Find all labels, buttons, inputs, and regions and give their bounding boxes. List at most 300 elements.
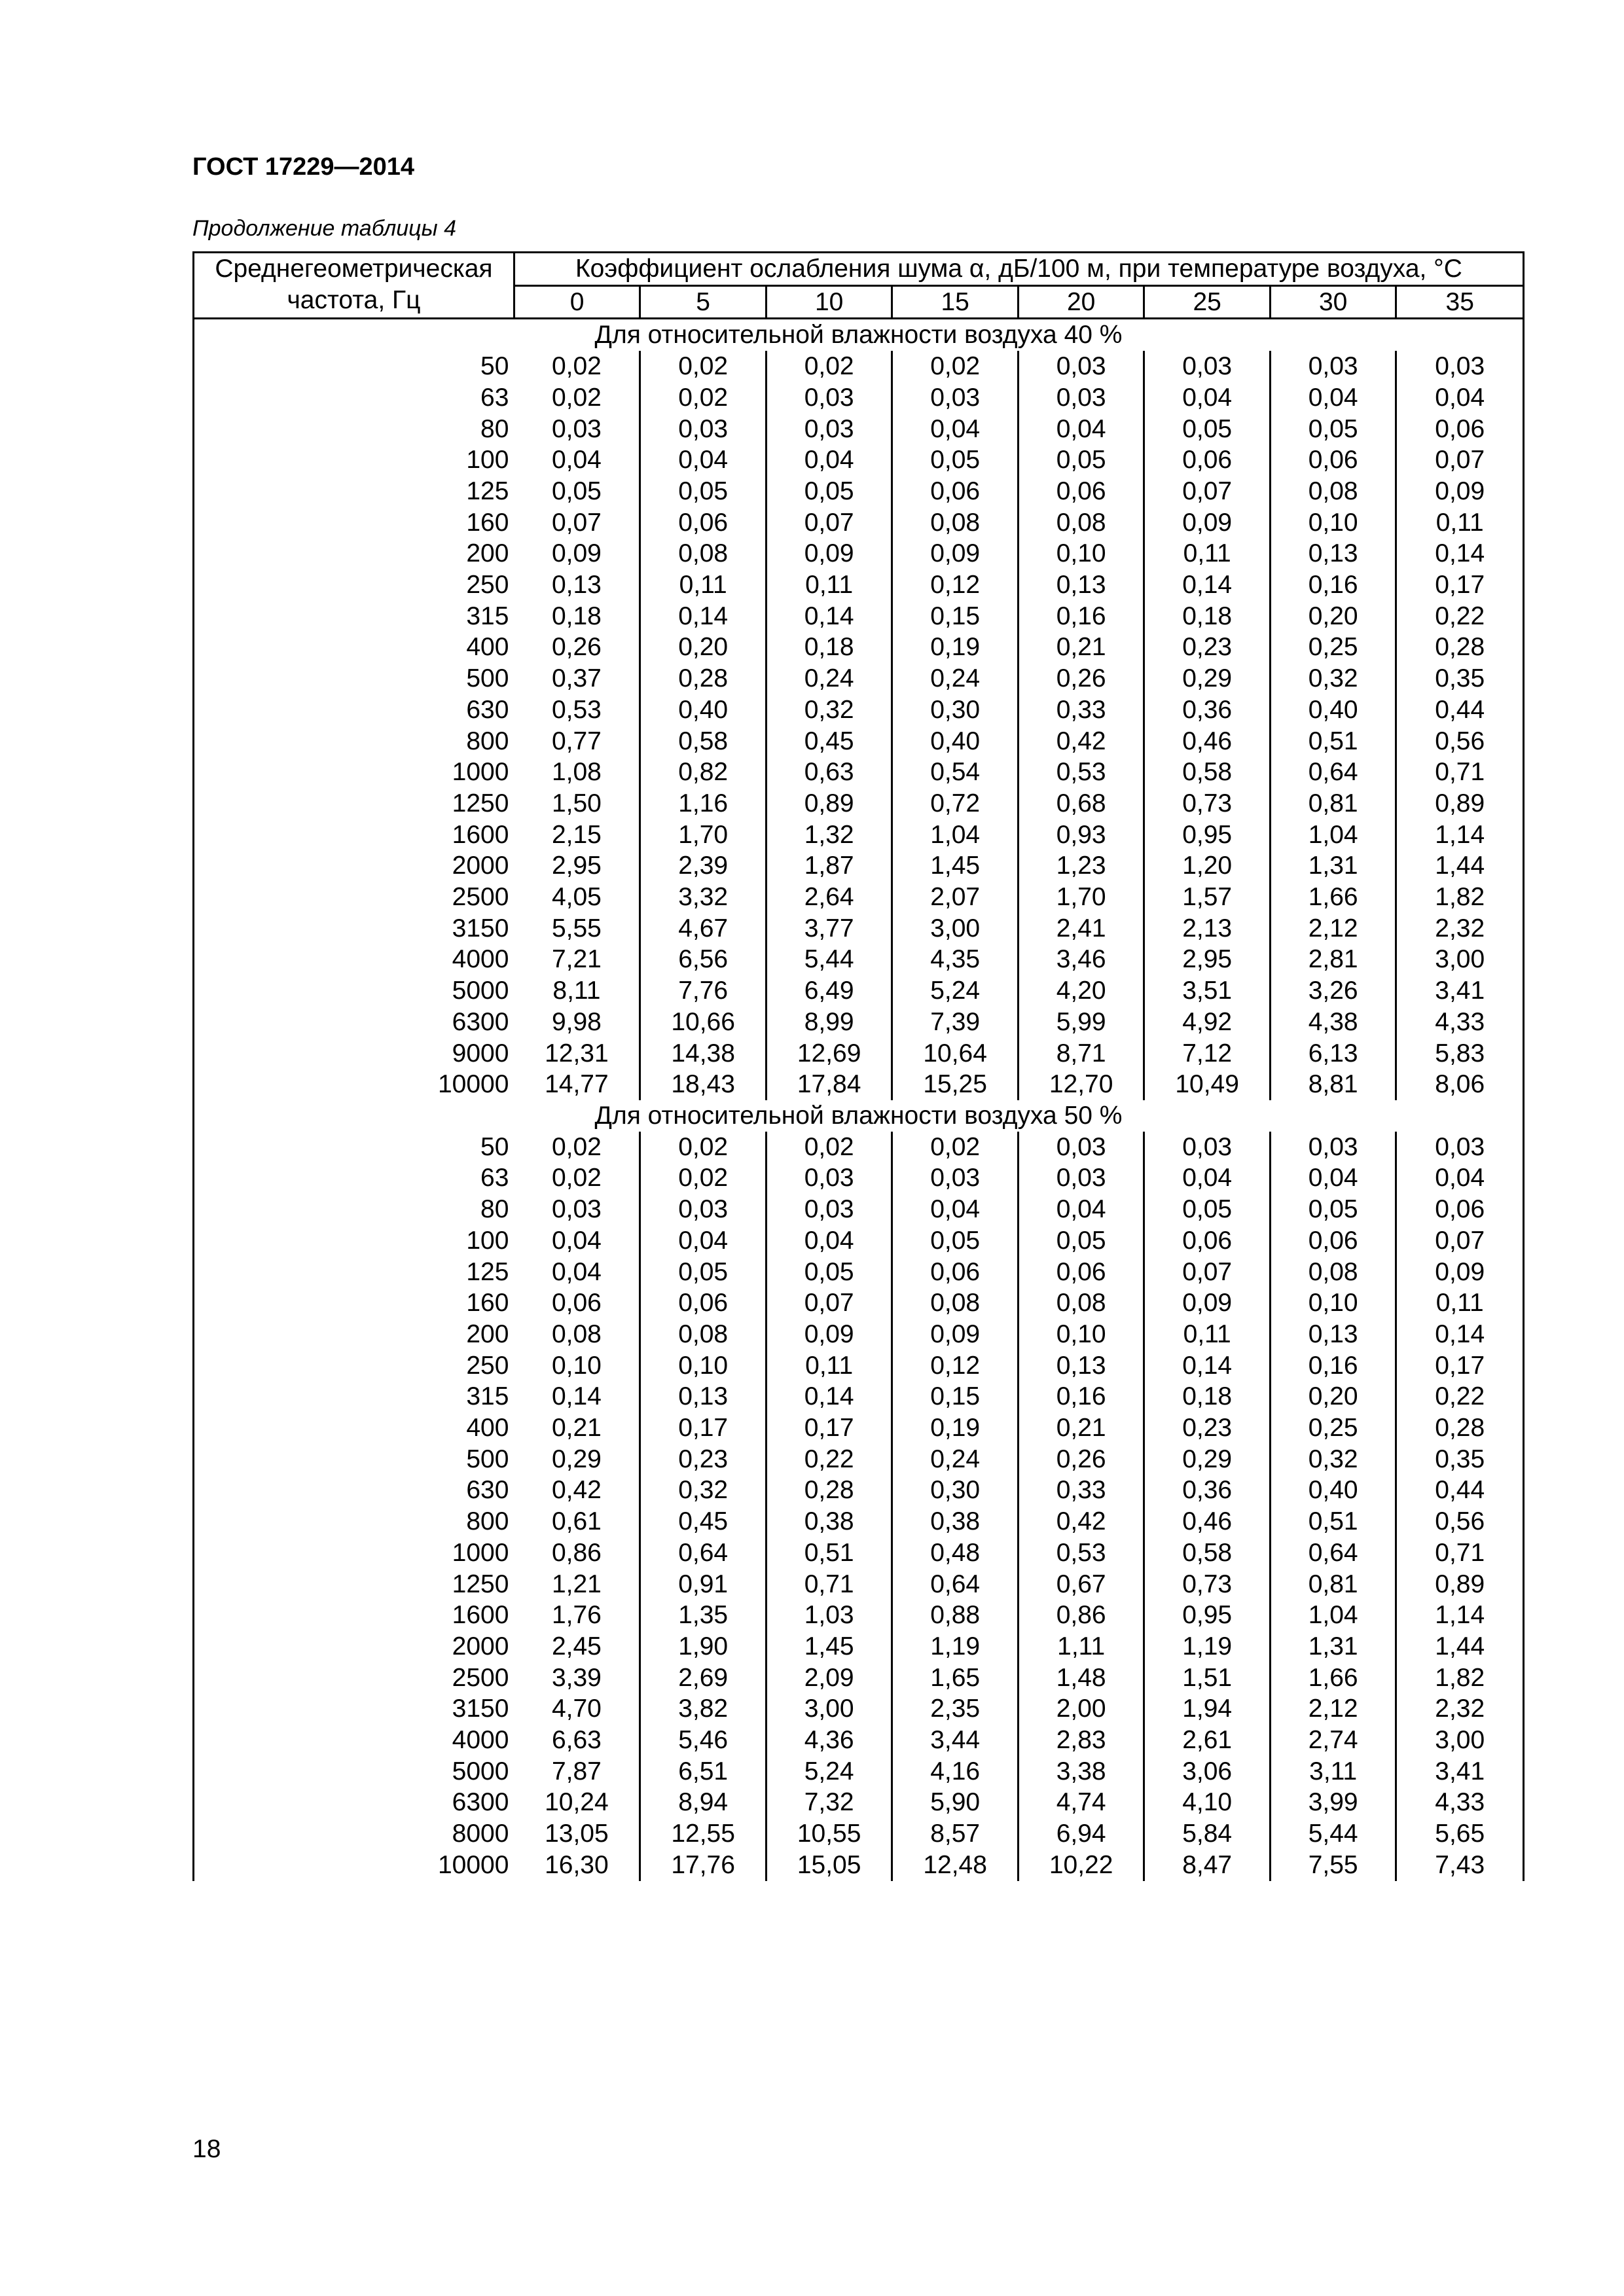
temperature-header-cell: 30 [1270, 285, 1396, 319]
frequency-cell: 315 [194, 1381, 514, 1412]
coefficient-cell: 7,32 [766, 1787, 892, 1818]
coefficient-cell: 0,33 [1018, 694, 1144, 726]
coefficient-cell: 8,47 [1144, 1850, 1271, 1881]
coefficient-cell: 0,09 [766, 538, 892, 569]
table-row [194, 1038, 1524, 1069]
coefficient-cell: 1,31 [1270, 1631, 1396, 1662]
frequency-cell: 200 [194, 538, 514, 569]
coefficient-cell: 0,02 [551, 1132, 602, 1161]
coefficient-cell: 10,22 [1018, 1850, 1144, 1881]
coefficient-cell: 0,05 [892, 444, 1019, 476]
coefficient-cell: 17,84 [766, 1069, 892, 1100]
coefficient-cell: 0,23 [1144, 1412, 1271, 1444]
coefficient-cell: 5,24 [892, 975, 1019, 1007]
table-row [194, 1194, 1524, 1225]
frequency-cell: 100 [194, 1225, 514, 1257]
coefficient-column-header: Коэффициент ослабления шума α, дБ/100 м, при температуре воздуха, °С [514, 253, 1523, 286]
coefficient-cell: 0,18 [1144, 1381, 1271, 1412]
coefficient-cell: 0,42 [1018, 1506, 1144, 1537]
coefficient-cell: 0,36 [1144, 1475, 1271, 1506]
table-row [194, 1787, 1524, 1818]
table-row [194, 819, 1524, 851]
coefficient-cell: 12,69 [766, 1038, 892, 1069]
coefficient-cell: 0,33 [1018, 1475, 1144, 1506]
frequency-cell: 50 [194, 1132, 514, 1163]
table-row [194, 1225, 1524, 1257]
section-title: Для относительной влажности воздуха 50 % [194, 1100, 1524, 1132]
coefficient-cell: 0,20 [1270, 1381, 1396, 1412]
coefficient-cell: 0,71 [1396, 757, 1524, 788]
coefficient-cell: 0,07 [1396, 444, 1524, 476]
coefficient-cell: 0,02 [551, 383, 602, 412]
coefficient-cell: 3,41 [1396, 975, 1524, 1007]
coefficient-cell: 0,86 [551, 1538, 602, 1567]
frequency-cell: 6300 [194, 1787, 514, 1818]
frequency-cell: 160 [194, 1287, 514, 1319]
coefficient-cell: 0,07 [551, 508, 602, 537]
temperature-header-cell: 0 [514, 285, 640, 319]
coefficient-cell: 0,28 [1396, 1412, 1524, 1444]
coefficient-cell: 0,81 [1270, 788, 1396, 819]
table-row [194, 975, 1524, 1007]
coefficient-cell: 1,11 [1018, 1631, 1144, 1662]
coefficient-cell: 0,58 [640, 726, 767, 757]
table-row [194, 1850, 1524, 1881]
coefficient-cell: 0,29 [1144, 1444, 1271, 1475]
table-row [194, 414, 1524, 445]
frequency-cell: 630 [194, 694, 514, 726]
frequency-cell: 1000 [194, 1537, 514, 1569]
frequency-cell: 80 [194, 1194, 514, 1225]
coefficient-cell: 3,00 [1396, 1725, 1524, 1756]
coefficient-cell: 0,13 [1018, 569, 1144, 601]
coefficient-cell: 1,32 [766, 819, 892, 851]
table-row [194, 601, 1524, 632]
coefficient-cell: 4,36 [766, 1725, 892, 1756]
table-row [194, 1693, 1524, 1725]
coefficient-cell: 0,44 [1396, 694, 1524, 726]
coefficient-cell: 0,10 [640, 1350, 767, 1382]
coefficient-cell: 5,83 [1396, 1038, 1524, 1069]
coefficient-cell: 0,03 [1396, 351, 1524, 382]
coefficient-cell: 1,04 [1270, 1600, 1396, 1631]
coefficient-cell: 5,90 [892, 1787, 1019, 1818]
coefficient-cell: 4,33 [1396, 1007, 1524, 1038]
coefficient-cell: 0,25 [1270, 1412, 1396, 1444]
frequency-cell: 315 [194, 601, 514, 632]
coefficient-cell: 0,63 [766, 757, 892, 788]
coefficient-cell: 0,29 [551, 1444, 602, 1473]
coefficient-cell: 0,05 [766, 476, 892, 507]
coefficient-cell: 3,26 [1270, 975, 1396, 1007]
coefficient-cell: 2,12 [1270, 1693, 1396, 1725]
coefficient-cell: 0,42 [551, 1476, 602, 1505]
coefficient-cell: 0,16 [1270, 569, 1396, 601]
coefficient-cell: 0,03 [1018, 382, 1144, 414]
coefficient-cell: 3,32 [640, 882, 767, 913]
section-title-row [194, 319, 1524, 351]
coefficient-cell: 3,11 [1270, 1756, 1396, 1787]
coefficient-cell: 4,35 [892, 944, 1019, 975]
coefficient-cell: 0,91 [640, 1569, 767, 1600]
coefficient-cell: 0,14 [1396, 538, 1524, 569]
coefficient-cell: 0,10 [551, 1351, 602, 1380]
coefficient-cell: 6,51 [640, 1756, 767, 1787]
coefficient-cell: 4,74 [1018, 1787, 1144, 1818]
coefficient-cell: 10,64 [892, 1038, 1019, 1069]
coefficient-cell: 0,03 [640, 414, 767, 445]
coefficient-cell: 0,17 [1396, 1350, 1524, 1382]
coefficient-cell: 1,45 [892, 850, 1019, 882]
coefficient-cell: 10,49 [1144, 1069, 1271, 1100]
coefficient-cell: 0,02 [640, 1132, 767, 1163]
section-title-row [194, 1100, 1524, 1132]
coefficient-cell: 5,99 [1018, 1007, 1144, 1038]
coefficient-cell: 0,06 [640, 1287, 767, 1319]
coefficient-cell: 0,22 [766, 1444, 892, 1475]
coefficient-cell: 0,10 [1018, 1319, 1144, 1350]
coefficient-cell: 6,49 [766, 975, 892, 1007]
temperature-header-cell: 10 [766, 285, 892, 319]
coefficient-cell: 0,04 [1270, 1162, 1396, 1194]
coefficient-cell: 0,11 [1144, 1319, 1271, 1350]
frequency-column-header: Среднегеометрическая частота, Гц [194, 253, 514, 319]
coefficient-cell: 2,95 [1144, 944, 1271, 975]
coefficient-cell: 0,06 [1270, 444, 1396, 476]
temperature-header-cell: 35 [1396, 285, 1524, 319]
coefficient-cell: 0,03 [1144, 351, 1271, 382]
coefficient-cell: 1,14 [1396, 819, 1524, 851]
coefficient-cell: 0,21 [551, 1414, 602, 1443]
coefficient-cell: 0,56 [1396, 726, 1524, 757]
coefficient-cell: 1,82 [1396, 1662, 1524, 1694]
coefficient-cell: 0,71 [766, 1569, 892, 1600]
coefficient-cell: 2,12 [1270, 913, 1396, 944]
coefficient-cell: 0,02 [551, 352, 602, 381]
coefficient-cell: 0,05 [1018, 444, 1144, 476]
table-row [194, 1600, 1524, 1631]
table-row [194, 1756, 1524, 1787]
coefficient-cell: 0,93 [1018, 819, 1144, 851]
coefficient-cell: 0,04 [892, 1194, 1019, 1225]
coefficient-cell: 0,03 [766, 414, 892, 445]
coefficient-cell: 8,81 [1270, 1069, 1396, 1100]
coefficient-cell: 12,48 [892, 1850, 1019, 1881]
coefficient-cell: 15,25 [892, 1069, 1019, 1100]
coefficient-cell: 3,51 [1144, 975, 1271, 1007]
coefficient-cell: 0,42 [1018, 726, 1144, 757]
coefficient-cell: 0,48 [892, 1537, 1019, 1569]
coefficient-cell: 0,71 [1396, 1537, 1524, 1569]
coefficient-cell: 0,45 [766, 726, 892, 757]
coefficient-cell: 0,32 [1270, 1444, 1396, 1475]
coefficient-cell: 0,24 [766, 663, 892, 694]
coefficient-cell: 0,04 [766, 444, 892, 476]
coefficient-cell: 0,08 [1018, 507, 1144, 539]
coefficient-cell: 3,00 [1396, 944, 1524, 975]
coefficient-cell: 0,03 [766, 382, 892, 414]
coefficient-cell: 1,82 [1396, 882, 1524, 913]
coefficient-cell: 0,20 [1270, 601, 1396, 632]
coefficient-cell: 0,46 [1144, 1506, 1271, 1537]
coefficient-cell: 7,76 [640, 975, 767, 1007]
coefficient-cell: 0,04 [766, 1225, 892, 1257]
coefficient-cell: 15,05 [766, 1850, 892, 1881]
coefficient-cell: 0,09 [1396, 476, 1524, 507]
table-row [194, 351, 1524, 382]
coefficient-cell: 0,04 [551, 446, 602, 475]
coefficient-cell: 2,32 [1396, 913, 1524, 944]
coefficient-cell: 2,41 [1018, 913, 1144, 944]
coefficient-cell: 0,02 [551, 1164, 602, 1193]
coefficient-cell: 1,44 [1396, 1631, 1524, 1662]
coefficient-cell: 0,11 [1396, 507, 1524, 539]
coefficient-cell: 0,10 [1018, 538, 1144, 569]
frequency-cell: 100 [194, 444, 514, 476]
coefficient-cell: 2,07 [892, 882, 1019, 913]
coefficient-cell: 0,67 [1018, 1569, 1144, 1600]
coefficient-cell: 2,09 [766, 1662, 892, 1694]
coefficient-cell: 1,19 [892, 1631, 1019, 1662]
table-row [194, 1069, 1524, 1100]
coefficient-cell: 3,41 [1396, 1756, 1524, 1787]
coefficient-cell: 1,57 [1144, 882, 1271, 913]
frequency-cell: 2000 [194, 850, 514, 882]
coefficient-cell: 3,44 [892, 1725, 1019, 1756]
table-row [194, 913, 1524, 944]
coefficient-cell: 2,15 [551, 820, 602, 849]
coefficient-cell: 0,11 [640, 569, 767, 601]
coefficient-cell: 8,94 [640, 1787, 767, 1818]
coefficient-cell: 0,17 [766, 1412, 892, 1444]
coefficient-cell: 2,74 [1270, 1725, 1396, 1756]
table-row [194, 1132, 1524, 1163]
coefficient-cell: 0,03 [551, 1195, 602, 1224]
coefficient-cell: 2,00 [1018, 1693, 1144, 1725]
coefficient-cell: 10,24 [545, 1788, 609, 1817]
coefficient-cell: 0,09 [766, 1319, 892, 1350]
coefficient-cell: 0,35 [1396, 663, 1524, 694]
coefficient-cell: 0,03 [1396, 1132, 1524, 1163]
coefficient-cell: 0,08 [1270, 476, 1396, 507]
table-row [194, 1287, 1524, 1319]
coefficient-cell: 0,03 [1018, 1132, 1144, 1163]
page-number: 18 [192, 2135, 221, 2163]
coefficient-cell: 0,89 [1396, 788, 1524, 819]
table-row [194, 1007, 1524, 1038]
coefficient-cell: 5,24 [766, 1756, 892, 1787]
coefficient-cell: 0,13 [1018, 1350, 1144, 1382]
coefficient-cell: 0,03 [766, 1194, 892, 1225]
coefficient-cell: 0,46 [1144, 726, 1271, 757]
coefficient-cell: 0,38 [892, 1506, 1019, 1537]
coefficient-cell: 1,87 [766, 850, 892, 882]
table-caption: Продолжение таблицы 4 [192, 216, 456, 241]
coefficient-cell: 0,14 [551, 1382, 602, 1411]
coefficient-cell: 0,06 [892, 1257, 1019, 1288]
coefficient-cell: 0,88 [892, 1600, 1019, 1631]
coefficient-cell: 12,31 [545, 1039, 609, 1067]
coefficient-cell: 0,58 [1144, 757, 1271, 788]
coefficient-cell: 3,99 [1270, 1787, 1396, 1818]
frequency-cell: 6300 [194, 1007, 514, 1038]
coefficient-cell: 0,19 [892, 1412, 1019, 1444]
coefficient-cell: 0,05 [1270, 1194, 1396, 1225]
coefficient-cell: 0,36 [1144, 694, 1271, 726]
frequency-cell: 50 [194, 351, 514, 382]
coefficient-cell: 2,39 [640, 850, 767, 882]
coefficient-cell: 0,03 [1018, 1162, 1144, 1194]
frequency-cell: 9000 [194, 1038, 514, 1069]
table-row [194, 1631, 1524, 1662]
coefficient-cell: 0,24 [892, 663, 1019, 694]
coefficient-cell: 0,54 [892, 757, 1019, 788]
coefficient-cell: 1,35 [640, 1600, 767, 1631]
frequency-cell: 1250 [194, 1569, 514, 1600]
coefficient-cell: 12,55 [640, 1818, 767, 1850]
coefficient-cell: 0,03 [1144, 1132, 1271, 1163]
coefficient-cell: 0,09 [1144, 1287, 1271, 1319]
coefficient-cell: 0,07 [766, 507, 892, 539]
coefficient-cell: 3,39 [551, 1663, 602, 1692]
coefficient-cell: 0,64 [1270, 1537, 1396, 1569]
coefficient-cell: 0,05 [1270, 414, 1396, 445]
coefficient-cell: 0,07 [1144, 476, 1271, 507]
coefficient-cell: 3,06 [1144, 1756, 1271, 1787]
coefficient-cell: 0,18 [766, 632, 892, 663]
coefficient-cell: 0,07 [1144, 1257, 1271, 1288]
coefficient-cell: 0,04 [892, 414, 1019, 445]
coefficient-cell: 3,38 [1018, 1756, 1144, 1787]
coefficient-cell: 0,16 [1270, 1350, 1396, 1382]
coefficient-cell: 8,11 [552, 977, 601, 1005]
table-row [194, 1381, 1524, 1412]
coefficient-cell: 7,12 [1144, 1038, 1271, 1069]
coefficient-cell: 0,02 [766, 1132, 892, 1163]
coefficient-cell: 0,04 [640, 444, 767, 476]
coefficient-cell: 0,77 [551, 726, 602, 755]
coefficient-cell: 0,20 [640, 632, 767, 663]
coefficient-cell: 0,06 [1144, 1225, 1271, 1257]
coefficient-cell: 6,56 [640, 944, 767, 975]
coefficient-cell: 1,45 [766, 1631, 892, 1662]
coefficient-cell: 0,02 [640, 351, 767, 382]
coefficient-cell: 0,05 [640, 476, 767, 507]
coefficient-cell: 0,15 [892, 601, 1019, 632]
coefficient-cell: 1,76 [551, 1601, 602, 1630]
coefficient-cell: 0,10 [1270, 1287, 1396, 1319]
coefficient-cell: 0,25 [1270, 632, 1396, 663]
coefficient-cell: 0,23 [1144, 632, 1271, 663]
frequency-cell: 800 [194, 1506, 514, 1537]
frequency-cell: 1600 [194, 819, 514, 851]
coefficient-cell: 18,43 [640, 1069, 767, 1100]
coefficient-cell: 0,03 [892, 1162, 1019, 1194]
coefficient-cell: 0,21 [1018, 632, 1144, 663]
coefficient-cell: 0,28 [766, 1475, 892, 1506]
coefficient-cell: 2,95 [551, 852, 602, 880]
table-row [194, 694, 1524, 726]
coefficient-cell: 1,04 [892, 819, 1019, 851]
frequency-cell: 4000 [194, 1725, 514, 1756]
coefficient-cell: 1,51 [1144, 1662, 1271, 1694]
coefficient-cell: 5,65 [1396, 1818, 1524, 1850]
coefficient-cell: 0,14 [766, 601, 892, 632]
coefficient-cell: 0,03 [1270, 351, 1396, 382]
coefficient-cell: 0,09 [551, 539, 602, 568]
coefficient-cell: 0,05 [1018, 1225, 1144, 1257]
frequency-cell: 2500 [194, 882, 514, 913]
coefficient-cell: 0,13 [1270, 1319, 1396, 1350]
frequency-cell: 400 [194, 632, 514, 663]
coefficient-cell: 0,10 [1270, 507, 1396, 539]
coefficient-cell: 0,14 [1144, 1350, 1271, 1382]
frequency-cell: 2500 [194, 1662, 514, 1694]
coefficient-cell: 0,64 [892, 1569, 1019, 1600]
coefficient-cell: 0,08 [640, 1319, 767, 1350]
coefficient-cell: 0,40 [1270, 1475, 1396, 1506]
coefficient-cell: 0,64 [1270, 757, 1396, 788]
coefficient-cell: 0,29 [1144, 663, 1271, 694]
coefficient-cell: 0,12 [892, 1350, 1019, 1382]
coefficient-cell: 0,68 [1018, 788, 1144, 819]
frequency-cell: 63 [194, 1162, 514, 1194]
coefficient-cell: 6,94 [1018, 1818, 1144, 1850]
frequency-cell: 10000 [194, 1850, 514, 1881]
coefficient-cell: 0,08 [640, 538, 767, 569]
coefficient-cell: 0,45 [640, 1506, 767, 1537]
frequency-cell: 630 [194, 1475, 514, 1506]
table-row [194, 1162, 1524, 1194]
coefficient-cell: 0,38 [766, 1506, 892, 1537]
coefficient-cell: 1,16 [640, 788, 767, 819]
coefficient-cell: 0,51 [1270, 726, 1396, 757]
coefficient-cell: 1,66 [1270, 1662, 1396, 1694]
coefficient-cell: 0,22 [1396, 1381, 1524, 1412]
coefficient-cell: 1,08 [551, 758, 602, 787]
table-row [194, 444, 1524, 476]
coefficient-cell: 0,56 [1396, 1506, 1524, 1537]
coefficient-cell: 0,26 [1018, 1444, 1144, 1475]
frequency-cell: 125 [194, 476, 514, 507]
coefficient-cell: 0,04 [1144, 382, 1271, 414]
coefficient-cell: 0,37 [551, 664, 602, 693]
table-row [194, 788, 1524, 819]
coefficient-cell: 1,70 [1018, 882, 1144, 913]
coefficient-cell: 0,13 [551, 571, 602, 600]
table-row [194, 850, 1524, 882]
coefficient-cell: 16,30 [545, 1850, 609, 1879]
coefficient-cell: 0,44 [1396, 1475, 1524, 1506]
table-row [194, 882, 1524, 913]
coefficient-cell: 4,38 [1270, 1007, 1396, 1038]
coefficient-cell: 0,05 [892, 1225, 1019, 1257]
coefficient-cell: 1,66 [1270, 882, 1396, 913]
coefficient-cell: 0,02 [766, 351, 892, 382]
coefficient-cell: 5,44 [1270, 1818, 1396, 1850]
coefficient-cell: 0,30 [892, 694, 1019, 726]
coefficient-cell: 0,13 [640, 1381, 767, 1412]
coefficient-cell: 0,19 [892, 632, 1019, 663]
coefficient-cell: 0,07 [766, 1287, 892, 1319]
coefficient-cell: 0,03 [551, 414, 602, 443]
coefficient-cell: 0,61 [551, 1507, 602, 1536]
frequency-cell: 1250 [194, 788, 514, 819]
coefficient-cell: 1,21 [551, 1570, 602, 1598]
table-row [194, 944, 1524, 975]
coefficient-cell: 1,94 [1144, 1693, 1271, 1725]
coefficient-cell: 0,12 [892, 569, 1019, 601]
